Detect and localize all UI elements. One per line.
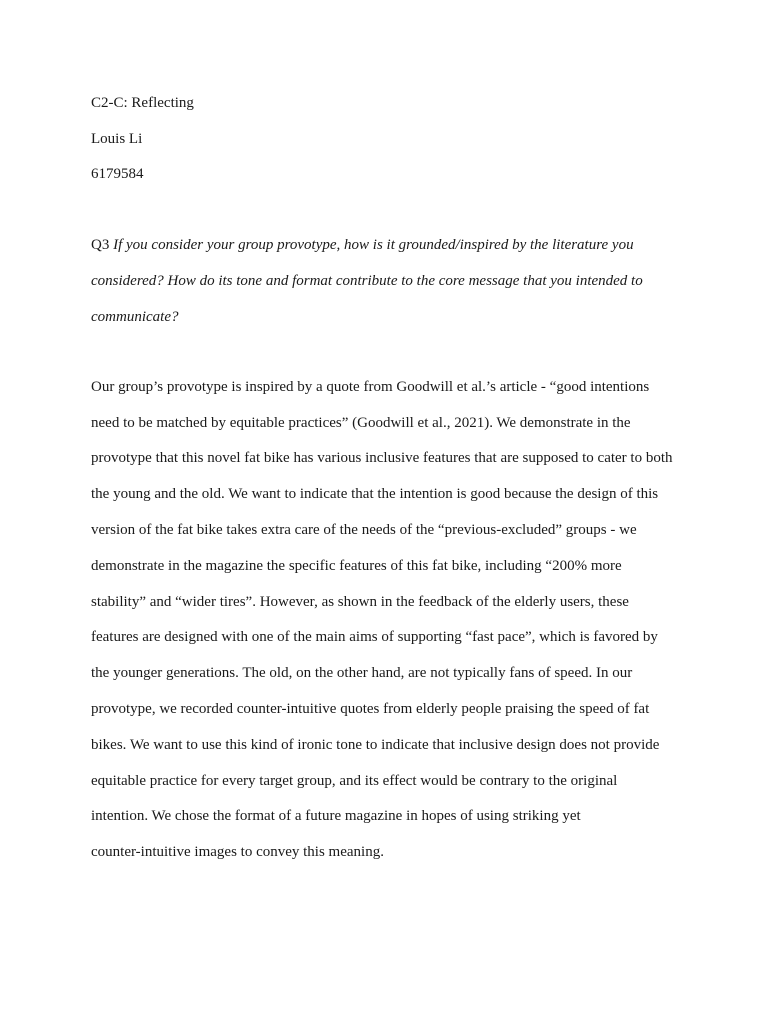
answer-line: the younger generations. The old, on the other hand, are not typically fans of speed. In our xyxy=(91,665,633,681)
question-line: communicate? xyxy=(91,309,179,325)
answer-line: intention. We chose the format of a future magazine in hopes of using striking yet xyxy=(91,808,581,824)
answer-line: version of the fat bike takes extra care of the needs of the “previous-excluded” groups - we xyxy=(91,522,637,538)
answer-line: provotype that this novel fat bike has various inclusive features that are supposed to cater to both xyxy=(91,450,673,466)
answer-line: Our group’s provotype is inspired by a quote from Goodwill et al.’s article - “good intentions xyxy=(91,379,650,395)
question-line: considered? How do its tone and format contribute to the core message that you intended to xyxy=(91,273,643,289)
answer-line: need to be matched by equitable practices” (Goodwill et al., 2021). We demonstrate in the xyxy=(91,415,631,431)
answer-line: provotype, we recorded counter-intuitive quotes from elderly people praising the speed of fat xyxy=(91,701,650,717)
answer-line: counter-intuitive images to convey this meaning. xyxy=(91,844,384,860)
author-name: Louis Li xyxy=(91,131,143,147)
answer-line: equitable practice for every target group, and its effect would be contrary to the original xyxy=(91,773,618,789)
answer-line: stability” and “wider tires”. However, as shown in the feedback of the elderly users, these xyxy=(91,594,629,610)
assignment-title: C2-C: Reflecting xyxy=(91,95,194,111)
question-text: If you consider your group provotype, how is it grounded/inspired by the literature you xyxy=(113,237,634,253)
student-id: 6179584 xyxy=(91,166,144,182)
answer-line: bikes. We want to use this kind of ironic tone to indicate that inclusive design does not provide xyxy=(91,737,660,753)
answer-line: the young and the old. We want to indicate that the intention is good because the design of this xyxy=(91,486,659,502)
answer-line: demonstrate in the magazine the specific features of this fat bike, including “200% more xyxy=(91,558,622,574)
answer-line: features are designed with one of the main aims of supporting “fast pace”, which is favored by xyxy=(91,629,658,645)
question-number: Q3 xyxy=(91,237,110,253)
question-line xyxy=(91,236,634,254)
